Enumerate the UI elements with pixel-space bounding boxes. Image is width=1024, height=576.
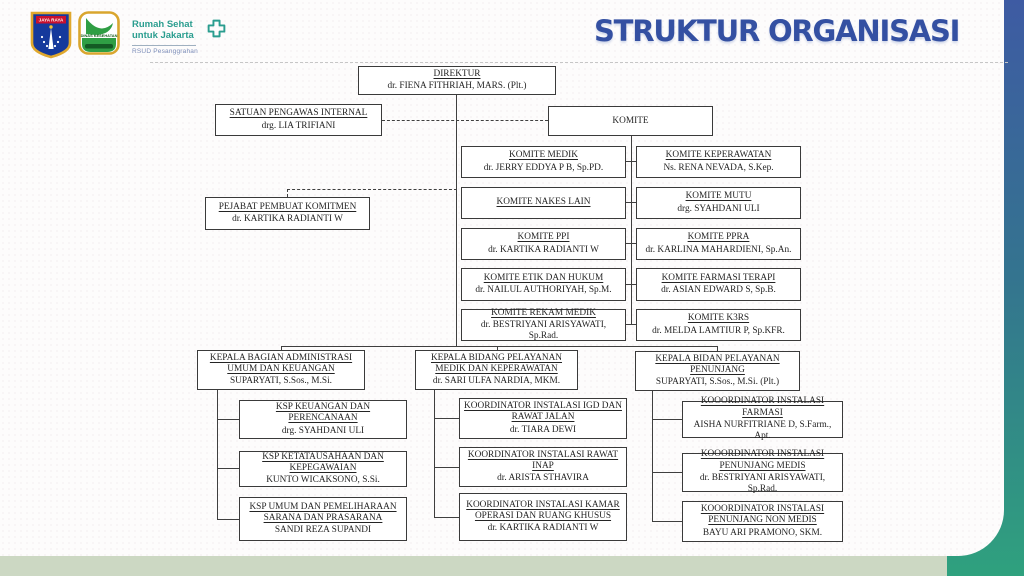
org-box-name: AISHA NURFITRIANE D, S.Farm., Apt. <box>693 420 832 442</box>
org-box-name: BAYU ARI PRAMONO, SKM. <box>702 527 823 538</box>
org-box-title: KOMITE PPI <box>517 232 570 243</box>
brand-divider <box>132 45 196 46</box>
org-box-name: dr. ARISTA STHAVIRA <box>497 473 589 484</box>
org-box-name: KUNTO WICAKSONO, S.Si. <box>266 475 380 486</box>
org-box-name: dr. KARLINA MAHARDIENI, Sp.An. <box>645 244 792 255</box>
org-box-koordinator-penunjang-non-medis <box>682 501 843 542</box>
org-box-kepala-bidan-pelayanan-penunjang <box>635 351 800 391</box>
connector-ppk-dashed-horizontal <box>287 189 457 190</box>
org-box-title: KOOORDINATOR INSTALASI PENUNJANG MEDIS <box>700 449 825 471</box>
org-box-koordinator-kamar-operasi <box>459 493 627 541</box>
connector-right-subtree-vertical <box>652 391 653 521</box>
connector-mid-subtree-vertical <box>434 390 435 518</box>
org-box-title: KOORDINATOR INSTALASI IGD DAN RAWAT JALAN <box>464 401 622 423</box>
org-box-title: KOMITE PPRA <box>687 232 750 243</box>
org-box-komite-ppra <box>636 228 801 260</box>
org-box-name: SUPARYATI, S.Sos., M.Si. (Plt.) <box>655 377 780 388</box>
org-box-title: KEPALA BAGIAN ADMINISTRASI UMUM DAN KEUANGAN <box>209 352 353 374</box>
org-box-satuan-pengawas-internal <box>215 104 382 136</box>
org-box-title: KOMITE <box>612 116 649 127</box>
jakarta-shield-logo <box>30 11 72 59</box>
org-box-name: dr. MELDA LAMTIUR P, Sp.KFR. <box>652 325 785 336</box>
org-box-title: KSP UMUM DAN PEMELIHARAAN SARANA DAN PRASARANA <box>249 501 397 523</box>
brand-line1: Rumah Sehat <box>132 19 193 30</box>
org-box-ksp-keuangan <box>239 400 407 439</box>
org-box-ksp-ketatausahaan <box>239 451 407 487</box>
org-box-komite-keperawatan <box>636 146 801 178</box>
org-box-name: dr. KARTIKA RADIANTI W <box>488 244 599 255</box>
connector-stub <box>217 468 240 469</box>
connector-left-subtree-vertical <box>217 390 218 520</box>
org-box-komite <box>548 106 713 136</box>
brand-text-block <box>132 20 198 55</box>
connector-stub <box>434 418 460 419</box>
org-box-komite-ppi <box>461 228 626 260</box>
org-box-title: KOOORDINATOR INSTALASI FARMASI <box>700 396 825 418</box>
connector-stub <box>652 521 683 522</box>
org-box-koordinator-penunjang-medis <box>682 449 843 495</box>
header-dashed-rule <box>150 62 1008 63</box>
dinas-kesehatan-logo <box>78 11 120 55</box>
org-box-title: PEJABAT PEMBUAT KOMITMEN <box>218 201 357 212</box>
org-box-name: dr. KARTIKA RADIANTI W <box>487 523 599 534</box>
org-box-title: KOMITE NAKES LAIN <box>496 197 591 208</box>
org-box-name: SANDI REZA SUPANDI <box>274 525 372 536</box>
org-box-title: KSP KEUANGAN DAN PERENCANAAN <box>275 402 371 424</box>
org-box-title: KOORDINATOR INSTALASI KAMAR OPERASI DAN RUANG KHUSUS <box>466 499 620 521</box>
brand-line2: untuk Jakarta <box>132 29 194 41</box>
org-box-title: KEPALA BIDAN PELAYANAN PENUNJANG <box>655 353 780 375</box>
connector-stub <box>217 419 240 420</box>
org-box-name: drg. LIA TRIFIANI <box>261 120 336 131</box>
org-box-name: dr. ASIAN EDWARD S, Sp.B. <box>661 285 776 296</box>
org-box-komite-k3rs <box>636 309 801 341</box>
org-box-name: dr. FIENA FITHRIAH, MARS. (Plt.) <box>387 81 527 92</box>
org-box-title: KOMITE FARMASI TERAPI <box>661 272 776 283</box>
connector-stub <box>434 517 460 518</box>
org-box-komite-rekam-medik <box>461 309 626 341</box>
org-box-name: dr. SARI ULFA NARDIA, MKM. <box>432 376 561 387</box>
org-box-title: KOMITE REKAM MEDIK <box>491 307 596 318</box>
org-box-komite-farmasi-terapi <box>636 268 801 301</box>
org-box-title: DIREKTUR <box>433 68 481 79</box>
connector-direktur-vertical <box>456 95 457 346</box>
org-box-name: Ns. RENA NEVADA, S.Kep. <box>663 162 774 173</box>
page-title: STRUKTUR ORGANISASI <box>594 14 960 48</box>
org-box-kepala-bagian-administrasi <box>197 350 365 390</box>
org-box-title: KOOORDINATOR INSTALASI PENUNJANG NON MEDIS <box>700 504 825 526</box>
org-box-title: KOMITE K3RS <box>687 313 750 324</box>
org-box-title: KOORDINATOR INSTALASI RAWAT INAP <box>467 449 619 471</box>
org-box-title: KOMITE KEPERAWATAN <box>665 150 772 161</box>
org-box-name: dr. KARTIKA RADIANTI W <box>232 214 343 225</box>
org-box-name: dr. TIARA DEWI <box>509 424 577 435</box>
connector-stub <box>217 519 240 520</box>
org-box-name: dr. NAILUL AUTHORIYAH, Sp.M. <box>475 285 612 296</box>
org-box-koordinator-rawat-inap <box>459 447 627 487</box>
org-box-title: KOMITE MEDIK <box>509 150 578 161</box>
org-box-name: dr. BESTRIYANI ARISYAWATI, Sp.Rad. <box>480 320 607 342</box>
org-box-komite-mutu <box>636 187 801 219</box>
org-box-pejabat-pembuat-komitmen <box>205 197 370 230</box>
org-box-name: drg. SYAHDANI ULI <box>281 425 365 436</box>
connector-stub <box>652 419 683 420</box>
plus-cross-icon <box>206 18 227 44</box>
org-box-komite-etik-dan-hukum <box>461 268 626 301</box>
connector-ppk-dashed-vertical <box>287 189 288 197</box>
org-box-komite-medik <box>461 146 626 178</box>
org-box-title: KOMITE MUTU <box>685 191 752 202</box>
org-box-direktur <box>358 66 556 95</box>
connector-komite-vertical <box>631 136 632 325</box>
org-box-title: KOMITE ETIK DAN HUKUM <box>483 272 604 283</box>
dinkes-label-text: DINAS KESEHATAN <box>80 33 118 38</box>
connector-spi-komite-dashed <box>382 120 548 121</box>
org-box-name: drg. SYAHDANI ULI <box>677 203 760 214</box>
org-box-koordinator-farmasi <box>682 396 843 442</box>
logo-group <box>30 11 227 59</box>
org-box-komite-nakes-lain <box>461 187 626 219</box>
org-box-name: dr. BESTRIYANI ARISYAWATI, Sp.Rad. <box>699 473 826 495</box>
org-box-title: KSP KETATAUSAHAAN DAN KEPEGAWAIAN <box>262 451 384 473</box>
connector-stub <box>652 472 683 473</box>
footer-sage-strip <box>0 556 947 576</box>
connector-heads-horizontal <box>281 346 718 347</box>
connector-stub <box>434 467 460 468</box>
org-box-title: SATUAN PENGAWAS INTERNAL <box>229 108 368 119</box>
org-box-koordinator-igd <box>459 398 627 439</box>
org-box-name: SUPARYATI, S.Sos., M.Si. <box>230 376 332 387</box>
org-box-kepala-bidang-pelayanan-medik <box>415 350 578 390</box>
brand-subtitle: RSUD Pesanggrahan <box>132 47 198 55</box>
org-box-title: KEPALA BIDANG PELAYANAN MEDIK DAN KEPERAWATAN <box>430 352 563 374</box>
shield-banner-text: JAYA RAYA <box>38 17 64 23</box>
org-box-ksp-umum <box>239 497 407 541</box>
org-box-name: dr. JERRY EDDYA P B, Sp.PD. <box>483 162 604 173</box>
